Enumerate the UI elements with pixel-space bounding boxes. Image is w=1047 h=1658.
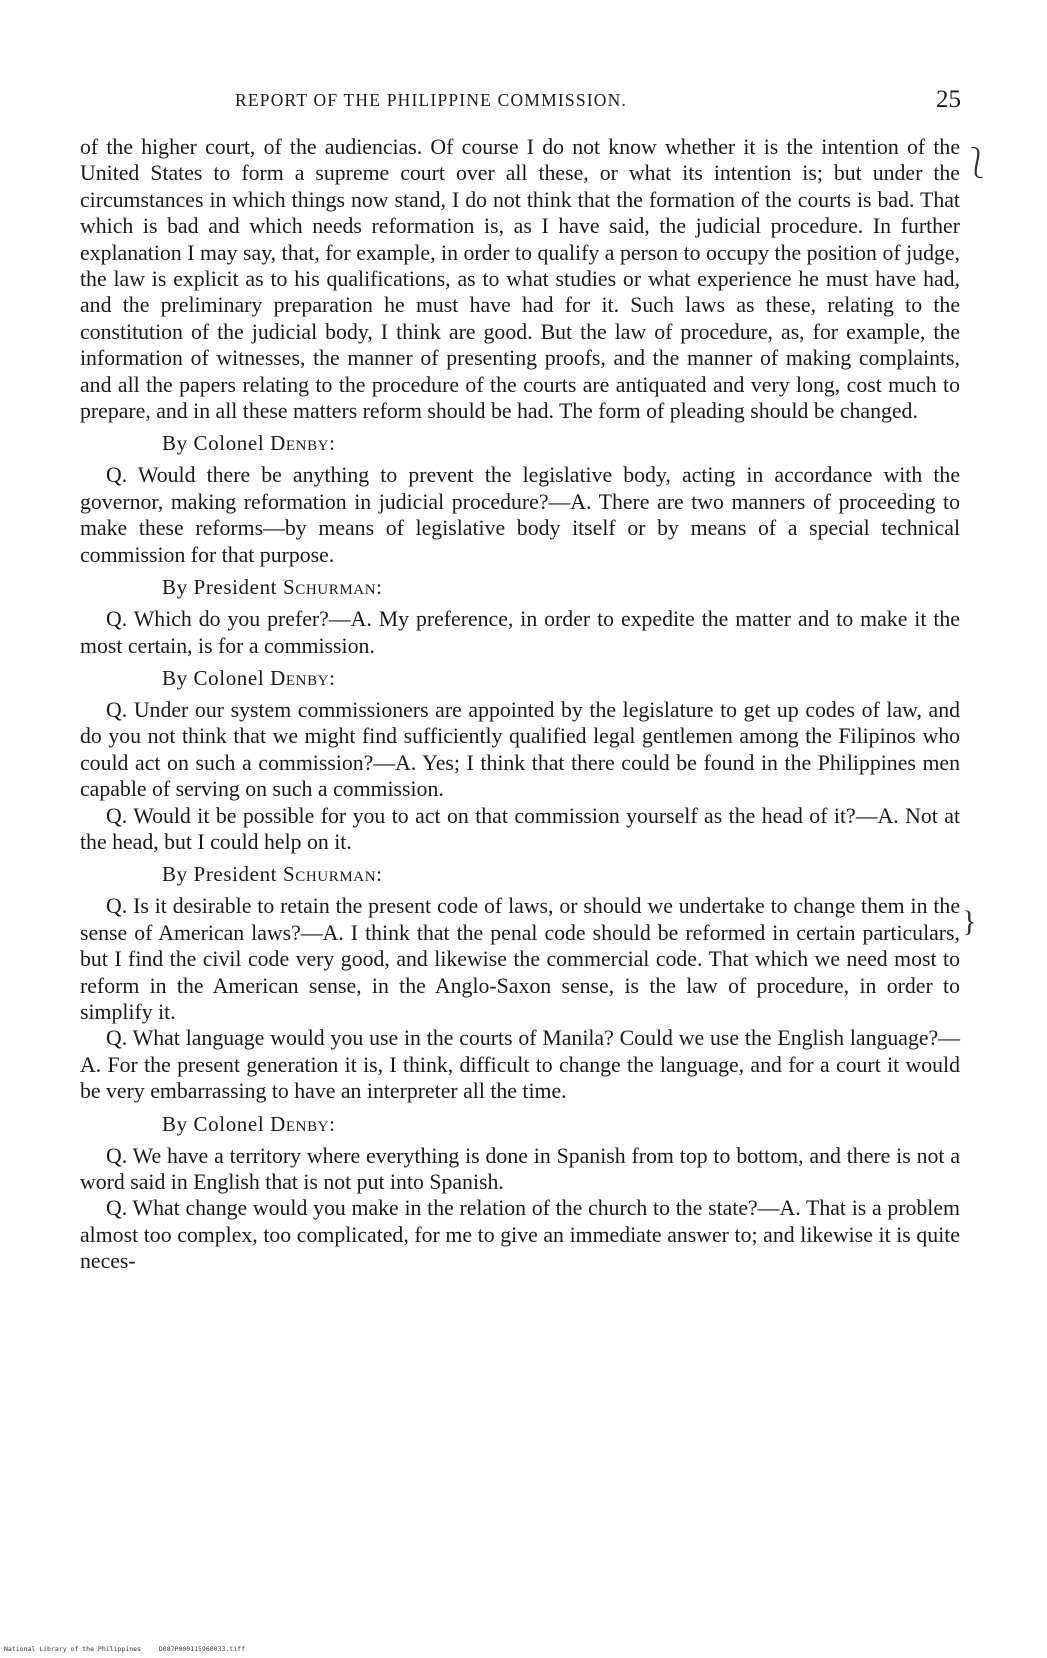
speaker-name: Denby [270,1111,330,1136]
bracket-mark-top: ⎱ [962,147,992,180]
speaker-suffix: : [376,862,383,887]
speaker-name: Schurman [282,862,377,887]
speaker-suffix: : [329,1111,336,1136]
footer-library: National Library of the Philippines [4,1645,141,1653]
question-answer-paragraph: Q. Is it desirable to retain the present code of laws, or should we undertake to change them in the sense of American laws?—A. I think that the penal code should be reformed in certain particulars, but I find the civil code very good, and likewise the commercial code. That which we need most to reform in the American sense, in the Anglo-Saxon sense, is the law of procedure, in order to simplify it. [80,894,960,1024]
page-number: 25 [936,86,961,113]
body-text [80,134,960,1275]
speaker-suffix: : [329,431,336,456]
question-answer-paragraph: Q. Would it be possible for you to act on that commission yourself as the head of it?—A. Not at the head, but I could help on it. [80,803,960,854]
running-title: REPORT OF THE PHILIPPINE COMMISSION. [235,90,628,110]
question-answer-paragraph: Q. Would there be anything to prevent the legislative body, acting in accordance with the governor, making reformation in judicial procedure?—A. There are two manners of proceeding to make these reforms—by means of legislative body itself or by means of a special technical commission for that purpose. [80,463,960,567]
question-answer-paragraph: Q. What language would you use in the courts of Manila? Could we use the English language?—A. For the present generation it is, I think, difficult to change the language, and for a court it would be very embarrassing to have an interpreter all the time. [80,1026,960,1104]
running-head [80,86,965,116]
question-answer-paragraph: Q. Which do you prefer?—A. My preference, in order to expedite the matter and to make it the most certain, is for a commission. [80,607,960,658]
speaker-heading [162,1111,960,1137]
speaker-prefix: By Colonel [162,431,271,456]
speaker-heading [162,430,960,456]
paragraph-continuation: of the higher court, of the audiencias. Of course I do not know whether it is the intention of the United States to form a supreme court over all these, or what its intention is; but under the circumstances in which things now stand, I do not think that the formation of the courts is bad. That which is bad and which needs reformation is, as I have said, the judicial procedure. In further explanation I may say, that, for example, in order to qualify a person to occupy the position of judge, the law is explicit as to his qualifications, as to what studies or what experience he must have had, and the preliminary preparation he must have had for it. Such laws as these, relating to the constitution of the judicial body, I think are good. But the law of procedure, as, for example, the information of witnesses, the manner of presenting proofs, and the manner of making complaints, and all the papers relating to the procedure of the courts are antiquated and very long, cost much to prepare, and in all these matters reform should be had. The form of pleading should be changed. [80,135,960,424]
speaker-name: Denby [270,665,330,690]
speaker-name: Schurman [282,575,377,600]
speaker-prefix: By President [162,575,283,600]
speaker-prefix: By Colonel [162,1111,271,1136]
question-answer-paragraph: Q. We have a territory where everything is done in Spanish from top to bottom, and there is not a word said in English that is not put into Spanish. [80,1143,960,1194]
speaker-prefix: By Colonel [162,665,271,690]
speaker-suffix: : [376,575,383,600]
speaker-heading [162,665,960,691]
speaker-suffix: : [329,665,336,690]
speaker-heading [162,861,960,887]
speaker-name: Denby [270,431,330,456]
speaker-heading [162,574,960,600]
bracket-mark-middle: } [962,905,977,938]
scan-footer [4,1645,259,1653]
question-answer-paragraph: Q. Under our system commissioners are appointed by the legislature to get up codes of law, and do you not think that we might find sufficiently qualified legal gentlemen among the Filipinos who could act on such a commission?—A. Yes; I think that there could be found in the Philippines men capable of serving on such a commission. [80,697,960,802]
question-answer-paragraph: Q. What change would you make in the relation of the church to the state?—A. That is a problem almost too complex, too complicated, for me to give an immediate answer to; and likewise it is quite neces- [80,1196,960,1274]
footer-file: D087P000115960033.tiff [158,1645,245,1653]
speaker-prefix: By President [162,862,283,887]
